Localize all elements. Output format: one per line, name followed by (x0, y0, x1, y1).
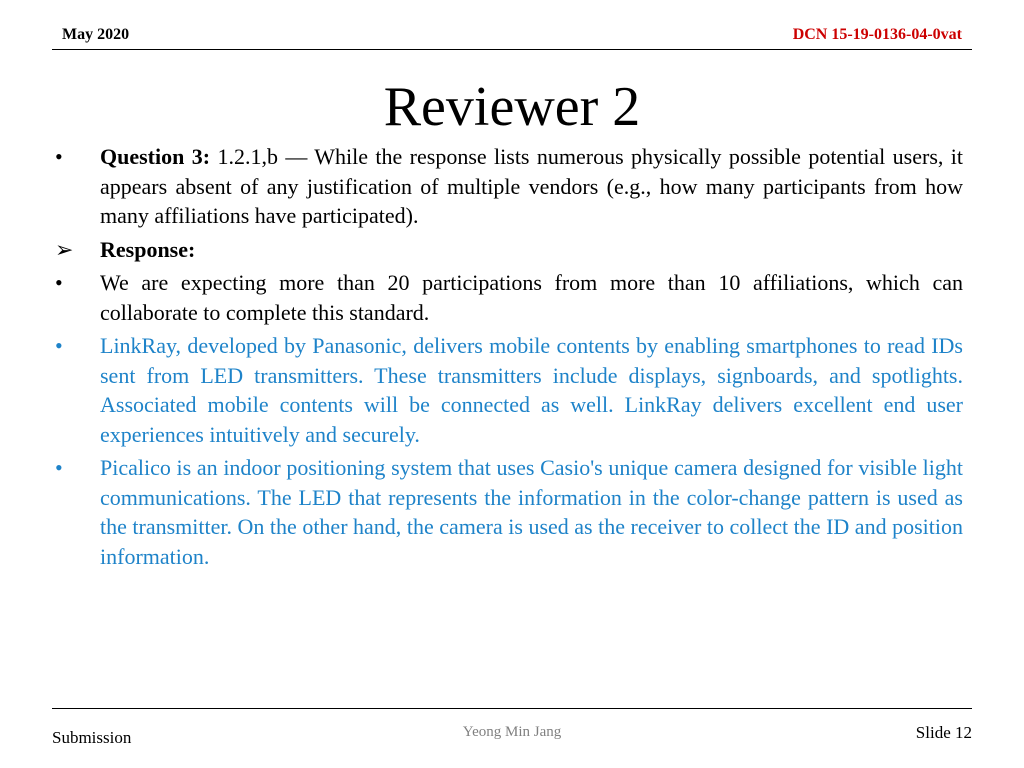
bullet-picalico (55, 453, 963, 571)
header-date: May 2020 (62, 26, 130, 43)
slide-title: Reviewer 2 (383, 76, 641, 138)
bullet-dot-icon: • (55, 270, 63, 295)
bullet-response (55, 235, 963, 265)
footer-submission: Submission (52, 728, 132, 747)
bullet-question (55, 142, 963, 231)
question-text: 1.2.1,b — While the response lists numerous physically possible potential users, it appears absent of any justification of multiple vendors (e.g., how many participants from how many affiliations have participated). (100, 144, 963, 228)
picalico-text: Picalico is an indoor positioning system that uses Casio's unique camera designed for visible light communications. The LED that represents the information in the color-change pattern is used as the transmitter. On the other hand, the camera is used as the receiver to collect the ID and position information. (100, 455, 963, 569)
arrow-bullet-icon: ➢ (55, 236, 74, 262)
response-label: Response: (100, 236, 196, 262)
footer-divider (52, 708, 972, 709)
expectation-text: We are expecting more than 20 participations from more than 10 affiliations, which can collaborate to complete this standard. (100, 270, 963, 325)
bullet-dot-icon: • (55, 455, 63, 480)
header-divider (52, 49, 972, 50)
bullet-linkray (55, 331, 963, 449)
bullet-expectation (55, 268, 963, 327)
footer-author: Yeong Min Jang (462, 724, 562, 740)
bullet-dot-icon: • (55, 333, 63, 358)
bullet-dot-icon: • (55, 144, 63, 169)
slide-body (55, 142, 963, 575)
linkray-text: LinkRay, developed by Panasonic, delivers mobile contents by enabling smartphones to read IDs sent from LED transmitters. These transmitters include displays, signboards, and spotlights. Associated mobile contents will be connected as well. LinkRay delivers excellent end user experiences intuitively and securely. (100, 333, 963, 447)
footer-slide-number: Slide 12 (915, 723, 972, 742)
header-dcn: DCN 15-19-0136-04-0vat (792, 26, 962, 43)
question-label: Question 3: (100, 144, 211, 169)
